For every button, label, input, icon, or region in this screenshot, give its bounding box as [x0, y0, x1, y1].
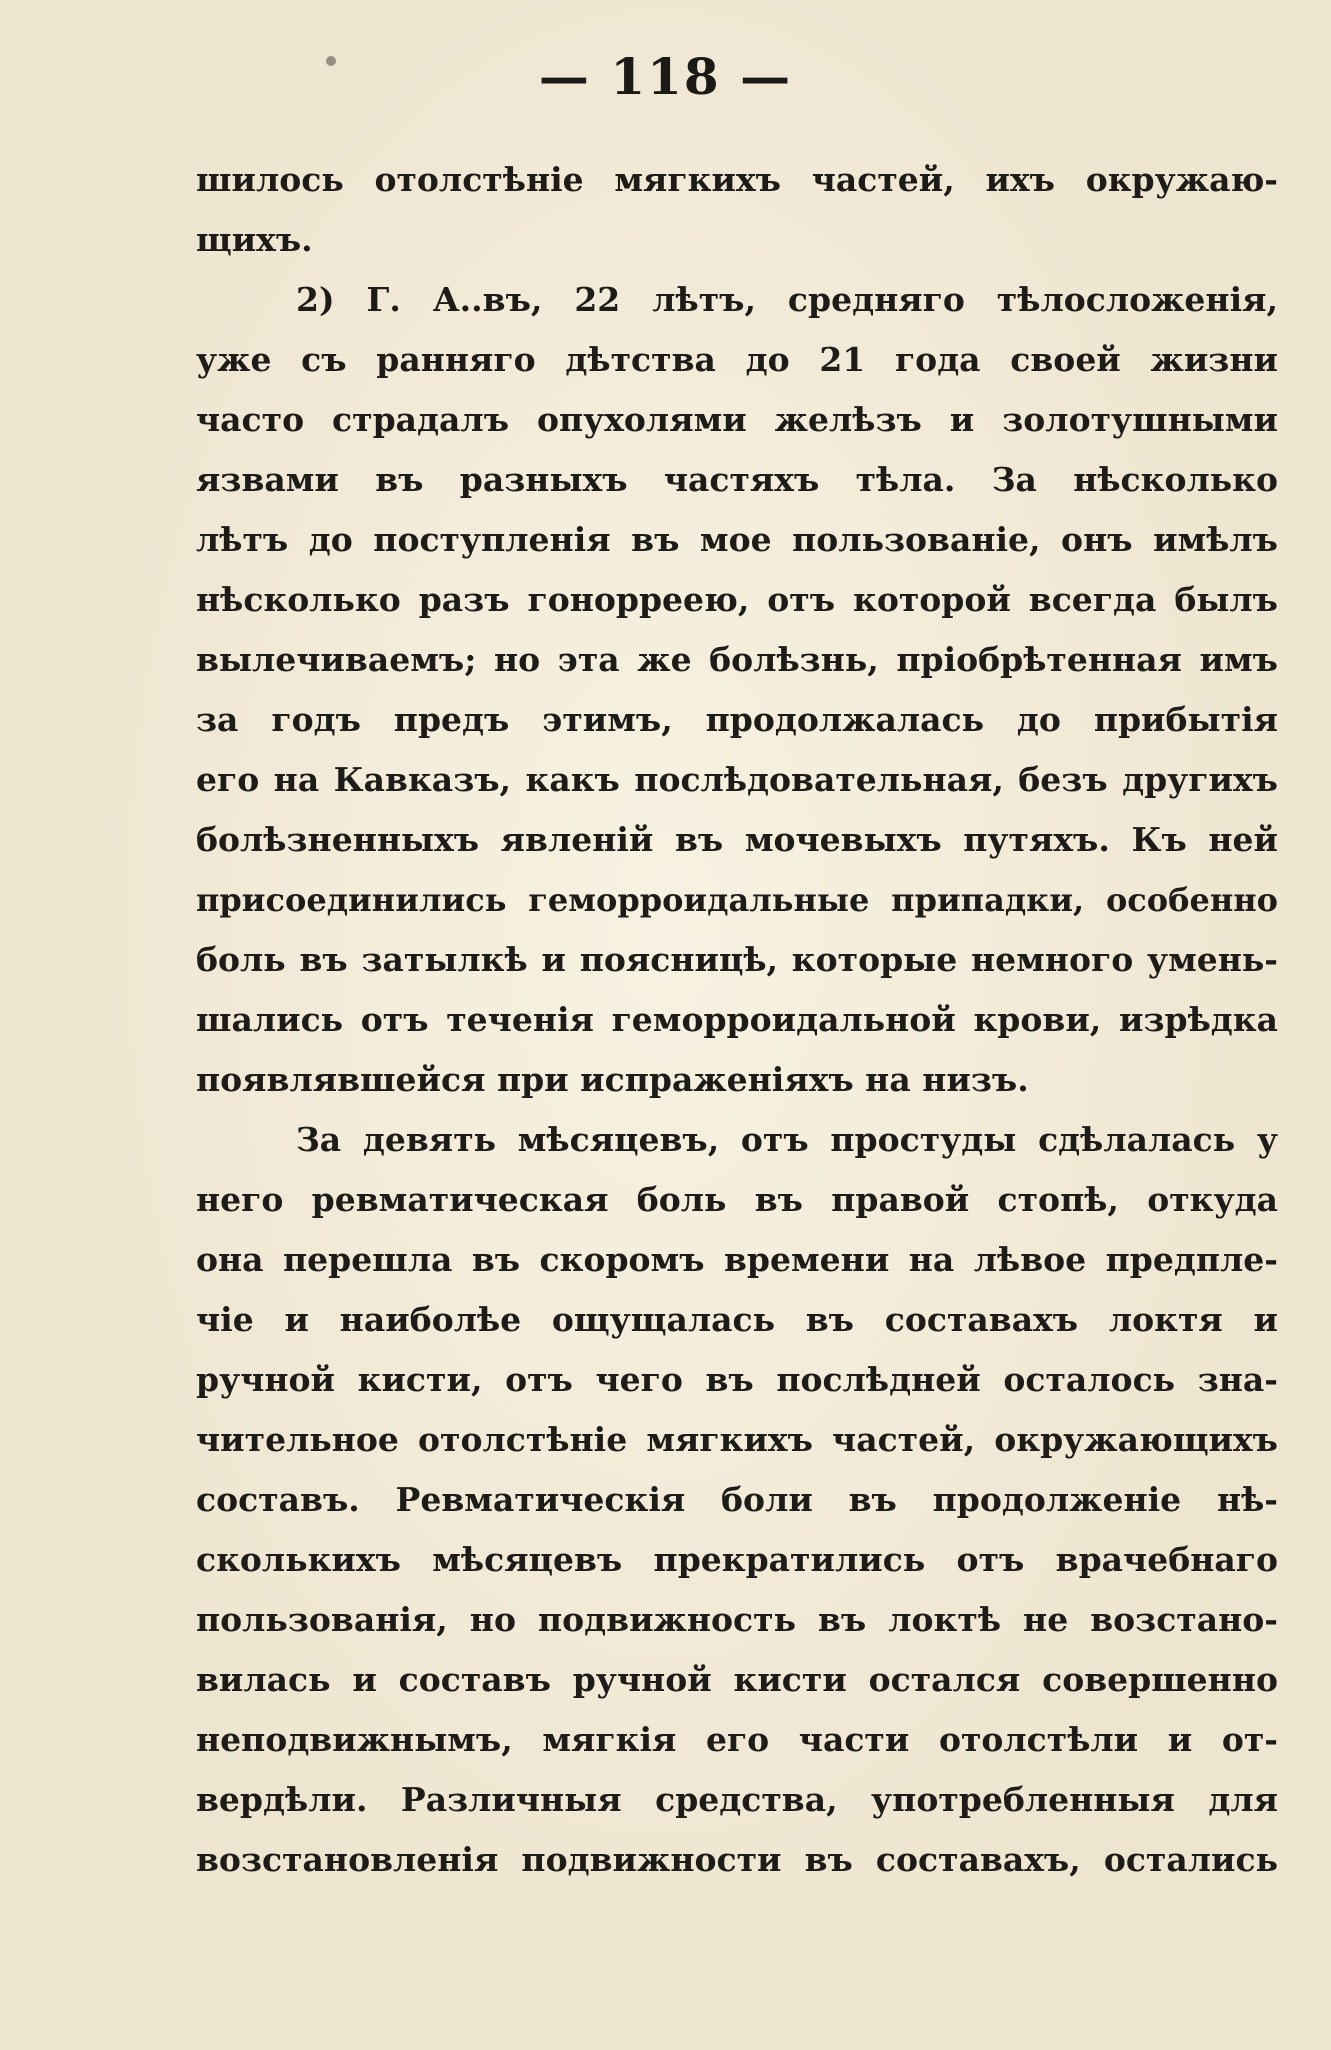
- text-line: лѣтъ до поступленія въ мое пользованіе, онъ имѣлъ: [196, 520, 1278, 559]
- text-line: щихъ.: [196, 220, 313, 259]
- text-line: вилась и составъ ручной кисти остался совершенно: [196, 1660, 1278, 1699]
- text-line: появлявшейся при испраженіяхъ на низъ.: [196, 1060, 1029, 1099]
- page-number: — 118 —: [538, 47, 793, 106]
- text-line: шались отъ теченія геморроидальной крови, изрѣдка: [196, 1000, 1278, 1039]
- text-line: вердѣли. Различныя средства, употребленныя для: [196, 1780, 1278, 1819]
- text-line: вылечиваемъ; но эта же болѣзнь, пріобрѣтенная имъ: [196, 640, 1278, 679]
- text-line: присоединились геморроидальные припадки, особенно: [196, 881, 1278, 919]
- text-line: возстановленія подвижности въ составахъ, остались: [196, 1840, 1278, 1879]
- text-line: чіе и наиболѣе ощущалась въ составахъ локтя и: [196, 1300, 1278, 1339]
- text-line: пользованія, но подвижность въ локтѣ не возстано-: [196, 1600, 1278, 1639]
- text-line: чительное отолстѣніе мягкихъ частей, окружающихъ: [196, 1420, 1278, 1459]
- text-line: его на Кавказъ, какъ послѣдовательная, безъ другихъ: [196, 760, 1278, 799]
- text-line: ручной кисти, отъ чего въ послѣдней осталось зна-: [196, 1360, 1278, 1399]
- text-line: сколькихъ мѣсяцевъ прекратились отъ врачебнаго: [196, 1540, 1278, 1579]
- paragraph-start-line: За девять мѣсяцевъ, отъ простуды сдѣлалась у: [296, 1120, 1278, 1159]
- text-line: составъ. Ревматическія боли въ продолженіе нѣ-: [196, 1480, 1278, 1519]
- paragraph-start-line: 2) Г. А..въ, 22 лѣтъ, средняго тѣлосложенія,: [296, 280, 1278, 319]
- text-line: она перешла въ скоромъ времени на лѣвое предпле-: [196, 1240, 1278, 1279]
- text-line: болѣзненныхъ явленій въ мочевыхъ путяхъ. Къ ней: [196, 820, 1278, 859]
- text-line: уже съ ранняго дѣтства до 21 года своей жизни: [196, 340, 1278, 379]
- text-line: шилось отолстѣніе мягкихъ частей, ихъ окружаю-: [196, 160, 1278, 199]
- text-line: за годъ предъ этимъ, продолжалась до прибытія: [196, 700, 1278, 739]
- text-line: него ревматическая боль въ правой стопѣ, откуда: [196, 1180, 1278, 1219]
- text-line: часто страдалъ опухолями желѣзъ и золотушными: [196, 400, 1278, 439]
- text-line: неподвижнымъ, мягкія его части отолстѣли и от-: [196, 1720, 1278, 1759]
- text-line: нѣсколько разъ гонорреею, отъ которой всегда былъ: [196, 580, 1278, 619]
- body-text: [196, 150, 1278, 1890]
- text-line: боль въ затылкѣ и поясницѣ, которые немного умень-: [196, 940, 1278, 979]
- text-line: язвами въ разныхъ частяхъ тѣла. За нѣсколько: [196, 460, 1278, 499]
